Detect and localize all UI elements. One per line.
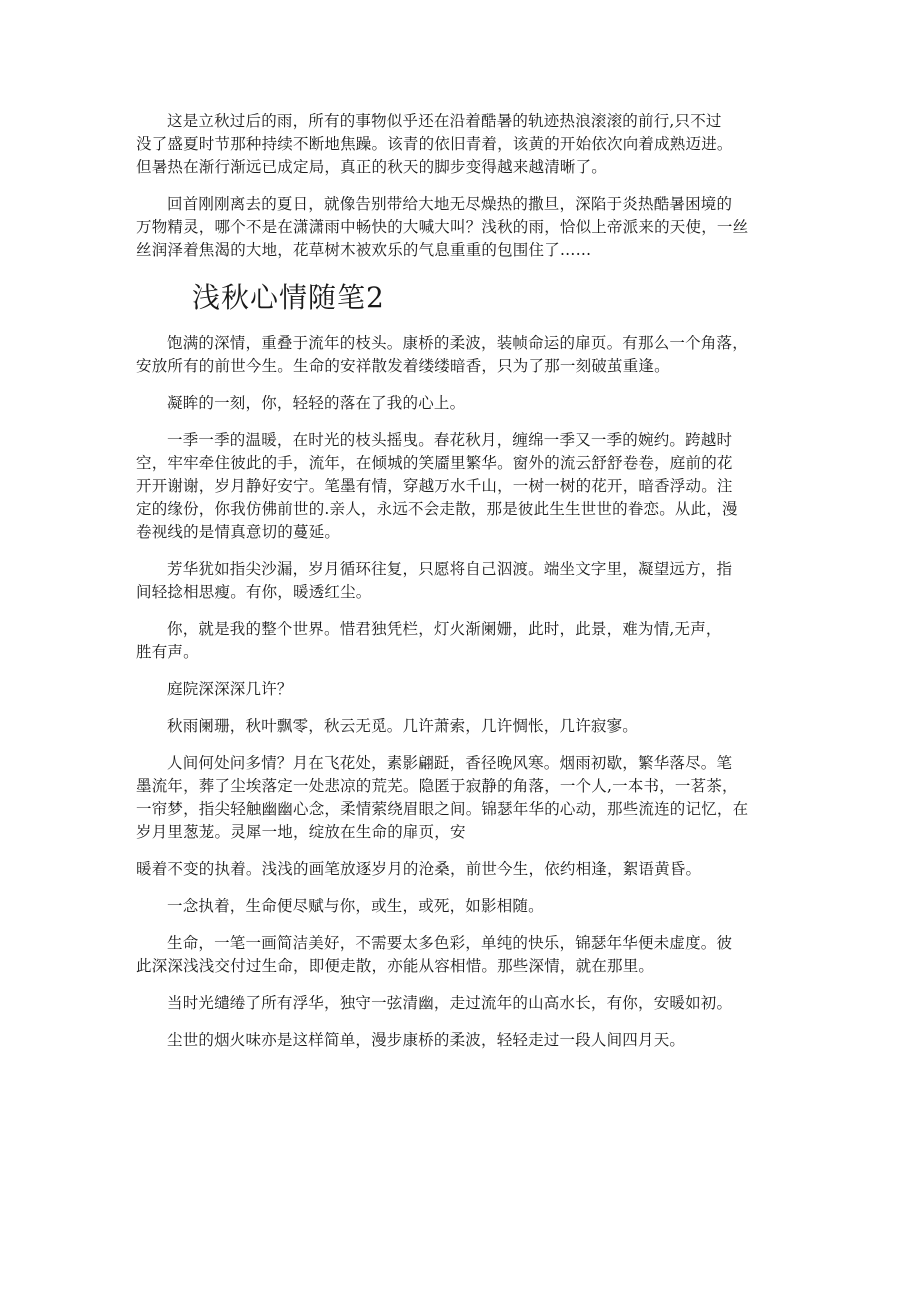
paragraph-gap <box>136 604 796 618</box>
paragraph-intro-1: 这是立秋过后的雨，所有的事物似乎还在沿着酷暑的轨迹热浪滚滚的前行,只不过 没了盛夏时节那种持续不断地焦躁。该青的依旧青着，该黄的开始依次向着成熟迈进。 但暑热在渐行渐远已成定局，真正的秋天的脚步变得越来越清晰了。 <box>136 112 733 176</box>
paragraph-intro-2: 回首刚刚离去的夏日，就像告别带给大地无尽燥热的撒旦，深陷于炎热酷暑困境的 万物精灵，哪个不是在潇潇雨中畅快的大喊大叫？浅秋的雨，恰似上帝派来的天使，一丝 丝润泽着焦渴的大地，花草树木被欢乐的气息重重的包围住了…… <box>136 195 749 259</box>
document-page <box>136 110 796 1052</box>
paragraph-body-2: 凝眸的一刻，你，轻轻的落在了我的心上。 <box>167 394 466 412</box>
paragraph-body-6: 庭院深深深几许？ <box>167 680 293 698</box>
paragraph-gap <box>136 881 796 895</box>
paragraph-body-3: 一季一季的温暖，在时光的枝头摇曳。春花秋月，缠绵一季又一季的婉约。跨越时 空，牢牢牵住彼此的手，流年，在倾城的笑靥里繁华。窗外的流云舒舒卷卷，庭前的花 开开谢谢，岁月静好安宁。笔墨有情，穿越万水千山，一树一树的花开，暗香浮动。注 定的缘份，你我仿佛前世的.亲人，永远不会走散，那是彼此生生世世的眷恋。从此，漫 卷视线的是情真意切的蔓延。 <box>136 431 738 541</box>
paragraph-body-8: 人间何处问多情？月在飞花处，素影翩跹，香径晚风寒。烟雨初歇，繁华落尽。笔 墨流年，葬了尘埃落定一处悲凉的荒芜。隐匿于寂静的角落，一个人,一本书，一茗茶， 一帘梦，指尖轻触幽幽心念，柔情萦绕眉眼之间。锦瑟年华的心动，那些流连的记忆，在 岁月里葱茏。灵犀一地，绽放在生命的扉页，安 <box>136 754 749 841</box>
paragraph-body-4: 芳华犹如指尖沙漏，岁月循环往复，只愿将自己泅渡。端坐文字里，凝望远方，指 间轻捻相思瘦。有你，暖透红尘。 <box>136 560 733 601</box>
paragraph-gap <box>136 978 796 992</box>
paragraph-tail-2: 生命，一笔一画简洁美好，不需要太多色彩，单纯的快乐，锦瑟年华便未虚度。彼 此深深浅浅交付过生命，即便走散，亦能从容相惜。那些深情，就在那里。 <box>136 934 733 975</box>
paragraph-gap <box>136 1015 796 1029</box>
paragraph-gap <box>136 544 796 558</box>
paragraph-body-7: 秋雨阑珊，秋叶飘零，秋云无觅。几许萧索，几许惆怅，几许寂寥。 <box>167 717 639 735</box>
paragraph-tail-3: 当时光缱绻了所有浮华，独守一弦清幽，走过流年的山高水长，有你，安暖如初。 <box>167 994 733 1012</box>
paragraph-tail-4: 尘世的烟火味亦是这样简单，漫步康桥的柔波，轻轻走过一段人间四月天。 <box>167 1031 686 1049</box>
paragraph-gap <box>136 738 796 752</box>
paragraph-tail-1: 一念执着，生命便尽赋与你，或生，或死，如影相随。 <box>167 897 544 915</box>
paragraph-gap <box>136 844 796 858</box>
paragraph-body-1: 饱满的深情，重叠于流年的枝头。康桥的柔波，装帧命运的扉页。有那么一个角落， 安放所有的前世今生。生命的安祥散发着缕缕暗香，只为了那一刻破茧重逢。 <box>136 334 748 375</box>
paragraph-gap <box>136 378 796 392</box>
paragraph-gap <box>136 179 796 193</box>
paragraph-gap <box>136 415 796 429</box>
section-heading: 浅秋心情随笔2 <box>192 281 385 314</box>
paragraph-gap <box>136 701 796 715</box>
paragraph-gap <box>136 918 796 932</box>
paragraph-continuation: 暖着不变的执着。浅浅的画笔放逐岁月的沧桑，前世今生，依约相逢，絮语黄昏。 <box>136 860 702 878</box>
paragraph-gap <box>136 664 796 678</box>
paragraph-body-5: 你，就是我的整个世界。惜君独凭栏，灯火渐阑姗，此时，此景，难为情,无声， 胜有声。 <box>136 620 722 661</box>
